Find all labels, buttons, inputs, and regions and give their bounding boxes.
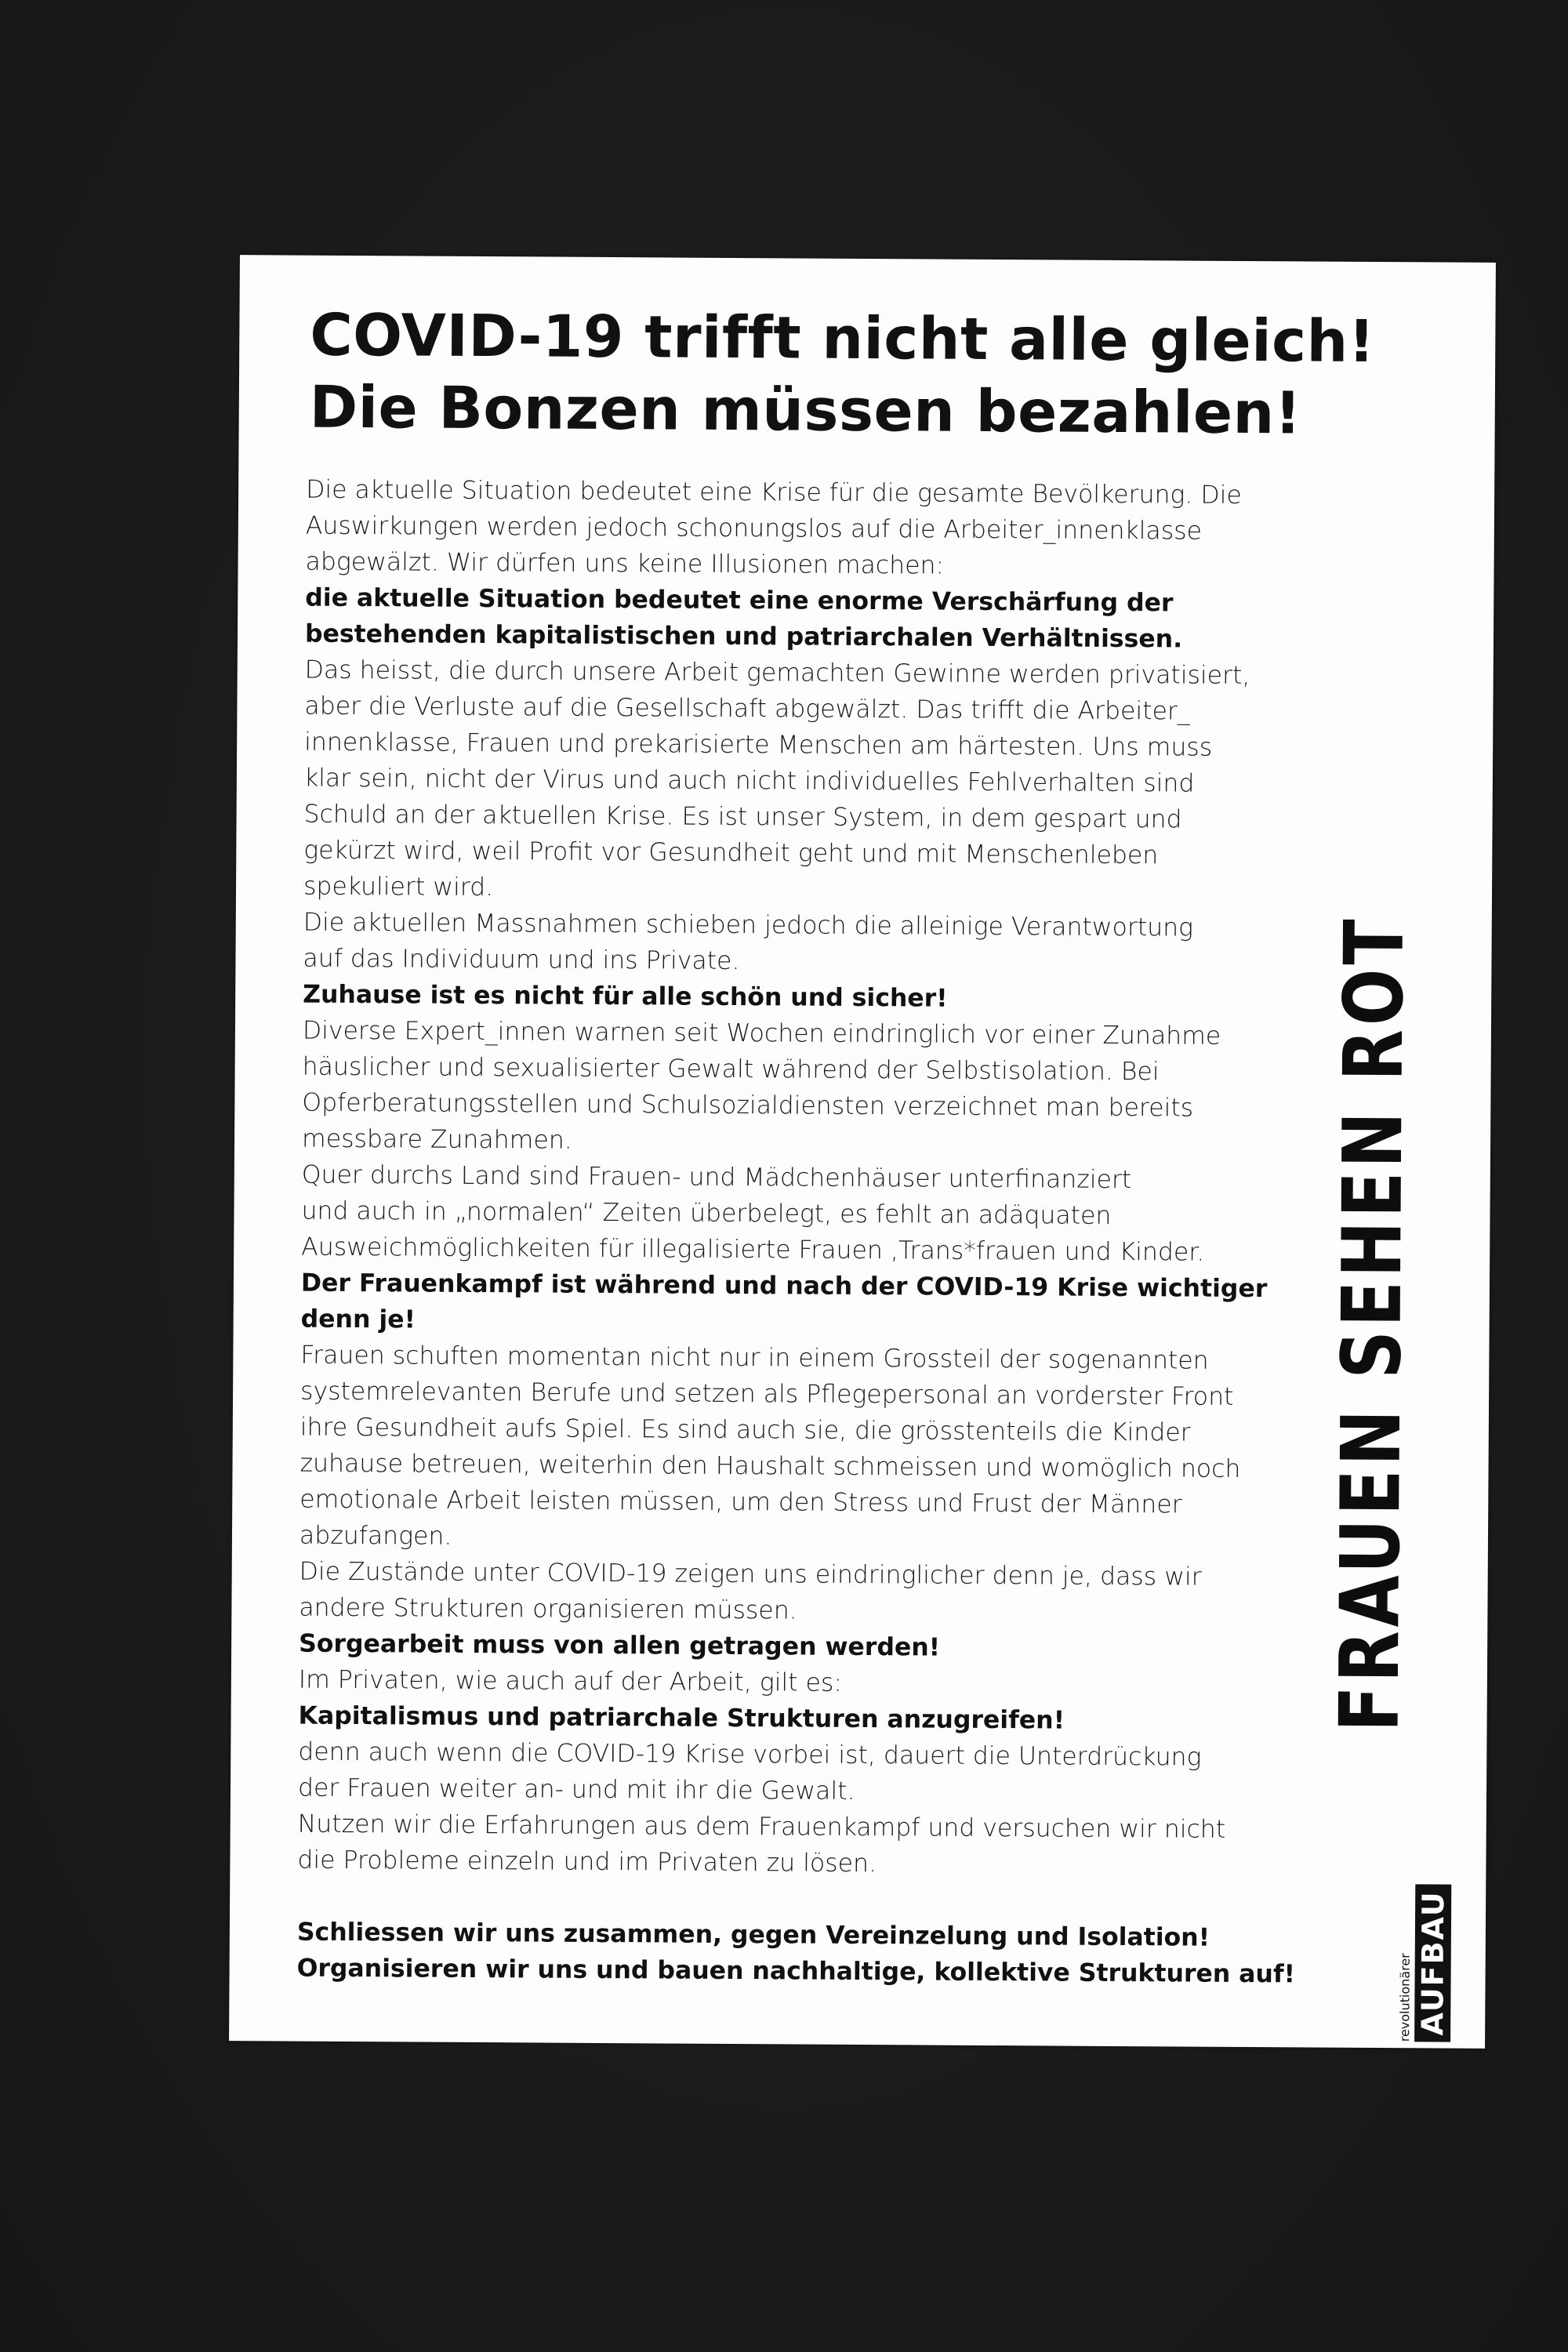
body-line: zuhause betreuen, weiterhin den Haushalt schmeissen und womöglich noch: [299, 1449, 1241, 1483]
body-line: aber die Verluste auf die Gesellschaft abgewälzt. Das trifft die Arbeiter_: [304, 691, 1190, 726]
body-line-bold: Zuhause ist es nicht für alle schön und sicher!: [303, 980, 948, 1013]
body-line: emotionale Arbeit leisten müssen, um den Stress und Frust der Männer: [299, 1485, 1182, 1519]
stamp-frauen-sehen-rot: [1321, 909, 1422, 1733]
body-line: Das heisst, die durch unsere Arbeit gemachten Gewinne werden privatisiert,: [304, 655, 1250, 691]
body-line-bold: bestehenden kapitalistischen und patriarchalen Verhältnissen.: [304, 619, 1183, 654]
flyer-sheet: [229, 255, 1496, 2049]
body-line-bold: denn je!: [300, 1305, 416, 1334]
body-line: denn auch wenn die COVID-19 Krise vorbei ist, dauert die Unterdrückung: [298, 1737, 1202, 1772]
flyer-body-text: [296, 472, 1348, 1993]
body-line: ihre Gesundheit aufs Spiel. Es sind auch sie, die grösstenteils die Kinder: [299, 1413, 1191, 1447]
body-line-bold: Kapitalismus und patriarchale Strukturen anzugreifen!: [298, 1701, 1065, 1735]
body-line: Auswirkungen werden jedoch schonungslos auf die Arbeiter_innenklasse: [305, 511, 1203, 546]
flyer-title: [310, 299, 1455, 451]
body-line: die Probleme einzeln und im Privaten zu lösen.: [297, 1846, 877, 1878]
stamp-text: FRAUEN SEHEN ROT: [1321, 915, 1422, 1733]
body-line: abzufangen.: [299, 1521, 452, 1551]
body-line: klar sein, nicht der Virus und auch nicht individuelles Fehlverhalten sind: [303, 764, 1195, 798]
body-line: und auch in „normalen“ Zeiten überbelegt, es fehlt an adäquaten: [301, 1196, 1112, 1230]
body-line: spekuliert wird.: [303, 872, 494, 902]
logo-small-text: revolutionärer: [1397, 1953, 1413, 2042]
body-line: systemrelevanten Berufe und setzen als Pflegepersonal an vorderster Front: [300, 1377, 1234, 1411]
body-line: andere Strukturen organisieren müssen.: [299, 1593, 797, 1625]
aufbau-logo: [1397, 1759, 1454, 2042]
body-line: messbare Zunahmen.: [301, 1124, 572, 1155]
body-line: abgewälzt. Wir dürfen uns keine Illusionen machen:: [305, 547, 945, 580]
body-line: Die aktuelle Situation bedeutet eine Krise für die gesamte Bevölkerung. Die: [306, 475, 1242, 510]
body-line: Quer durchs Land sind Frauen- und Mädchenhäuser unterfinanziert: [301, 1160, 1132, 1195]
body-line: auf das Individuum und ins Private.: [303, 944, 740, 976]
body-line: Frauen schuften momentan nicht nur in einem Grossteil der sogenannten: [300, 1341, 1209, 1375]
logo-big-text: AUFBAU: [1414, 1884, 1451, 2042]
body-line: Opferberatungsstellen und Schulsozialdiensten verzeichnet man bereits: [302, 1088, 1194, 1123]
body-line-bold: Der Frauenkampf ist während und nach der COVID-19 Krise wichtiger: [300, 1269, 1268, 1304]
body-line: Schuld an der aktuellen Krise. Es ist unser System, in dem gespart und: [303, 800, 1182, 834]
body-line: der Frauen weiter an- und mit ihr die Gewalt.: [297, 1773, 855, 1806]
body-line: Im Privaten, wie auch auf der Arbeit, gilt es:: [298, 1665, 843, 1697]
body-line: Nutzen wir die Erfahrungen aus dem Frauenkampf und versuchen wir nicht: [297, 1809, 1226, 1844]
body-line: gekürzt wird, weil Profit vor Gesundheit geht und mit Menschenleben: [303, 836, 1159, 870]
body-line-bold: Organisieren wir uns und bauen nachhaltige, kollektive Strukturen auf!: [296, 1954, 1296, 1989]
body-line: Ausweichmöglichkeiten für illegalisierte Frauen ,Trans*frauen und Kinder.: [301, 1232, 1205, 1267]
body-line: häuslicher und sexualisierter Gewalt während der Selbstisolation. Bei: [302, 1052, 1160, 1087]
title-line-1: COVID-19 trifft nicht alle gleich!: [310, 301, 1376, 376]
body-line: Diverse Expert_innen warnen seit Wochen eindringlich vor einer Zunahme: [302, 1016, 1221, 1051]
body-line: Die Zustände unter COVID-19 zeigen uns eindringlicher denn je, dass wir: [299, 1557, 1202, 1592]
title-line-2: Die Bonzen müssen bezahlen!: [309, 373, 1302, 448]
body-line: innenklasse, Frauen und prekarisierte Menschen am härtesten. Uns muss: [304, 728, 1213, 762]
body-line: [297, 1878, 1340, 1921]
body-line: Die aktuellen Massnahmen schieben jedoch die alleinige Verantwortung: [303, 908, 1194, 942]
body-line-bold: Sorgearbeit muss von allen getragen werden!: [299, 1629, 941, 1662]
body-line-bold: Schliessen wir uns zusammen, gegen Vereinzelung und Isolation!: [296, 1918, 1210, 1952]
body-line-bold: die aktuelle Situation bedeutet eine enorme Verschärfung der: [305, 583, 1174, 618]
